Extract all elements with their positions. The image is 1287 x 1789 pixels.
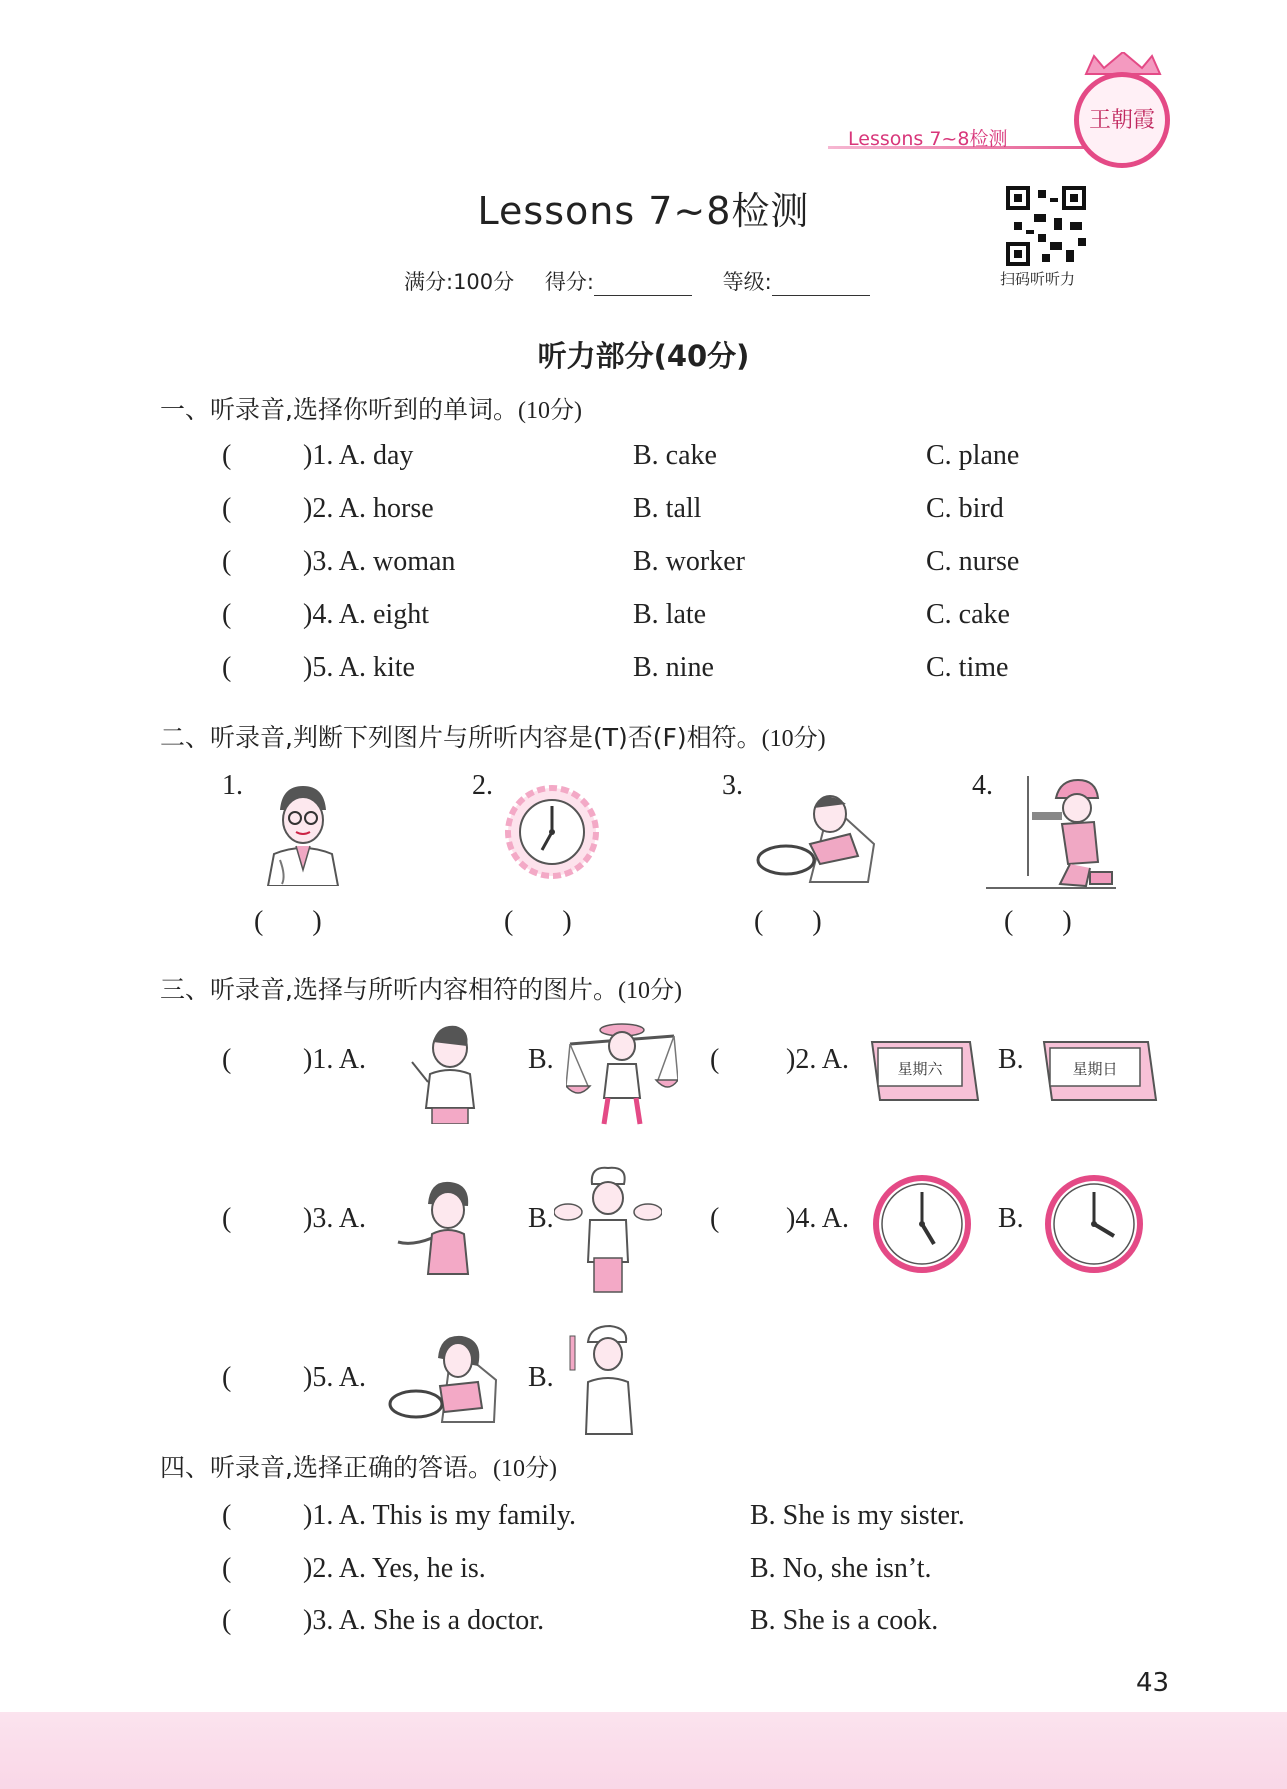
option-b: B. No, she isn’t. xyxy=(750,1553,932,1584)
score-line xyxy=(404,266,894,296)
option-a: )1. A. day xyxy=(303,440,414,471)
page-title: Lessons 7~8检测 xyxy=(477,189,810,233)
option-label: )5. A. xyxy=(303,1362,366,1393)
option-c: C. nurse xyxy=(926,546,1020,577)
part2-title xyxy=(160,718,826,754)
option-b: B. late xyxy=(633,599,707,630)
answer-paren[interactable]: ( xyxy=(222,493,232,524)
part3-title-text: 三、听录音,选择与所听内容相符的图片。 xyxy=(160,975,618,1004)
driver-image xyxy=(750,784,880,884)
option-label: )1. A. xyxy=(303,1044,366,1075)
part1-title-text: 一、听录音,选择你听到的单词。 xyxy=(160,395,518,424)
answer-paren[interactable]: ( ) xyxy=(754,906,822,937)
worker-image xyxy=(986,776,1116,892)
option-a: )2. A. Yes, he is. xyxy=(303,1553,486,1584)
answer-paren[interactable]: ( xyxy=(222,440,232,471)
calendar-a-text: 星期六 xyxy=(897,1060,943,1078)
option-a: )3. A. woman xyxy=(303,546,456,577)
option-b: B. tall xyxy=(633,493,702,524)
option-a: )1. A. This is my family. xyxy=(303,1500,576,1531)
option-label: B. xyxy=(998,1044,1024,1075)
option-b: B. She is a cook. xyxy=(750,1605,939,1636)
answer-paren[interactable]: ( ) xyxy=(254,906,322,937)
item-number: 3. xyxy=(722,770,743,801)
answer-paren[interactable]: ( xyxy=(222,1044,232,1075)
clock-four-image xyxy=(1044,1174,1144,1274)
part4-points: (10分) xyxy=(492,1456,557,1482)
calendar-saturday-image xyxy=(868,1036,980,1106)
qr-caption: 扫码听听力 xyxy=(1000,270,1076,288)
cook-image xyxy=(554,1164,662,1296)
option-a: )3. A. She is a doctor. xyxy=(303,1605,545,1636)
answer-paren[interactable]: ( xyxy=(710,1044,720,1075)
answer-paren[interactable]: ( xyxy=(222,599,232,630)
answer-paren[interactable]: ( xyxy=(222,1203,232,1234)
option-b: B. nine xyxy=(633,652,714,683)
option-b: B. worker xyxy=(633,546,745,577)
teacher-image xyxy=(404,1018,484,1124)
score-label: 得分: xyxy=(544,270,594,294)
list-item xyxy=(222,546,231,578)
option-label: B. xyxy=(998,1203,1024,1234)
footer-band xyxy=(0,1712,1287,1789)
page-number: 43 xyxy=(1136,1668,1170,1698)
part2-title-text: 二、听录音,判断下列图片与所听内容是(T)否(F)相符。 xyxy=(160,723,762,752)
answer-paren[interactable]: ( xyxy=(222,652,232,683)
option-a: )5. A. kite xyxy=(303,652,415,683)
option-c: C. plane xyxy=(926,440,1020,471)
list-item xyxy=(222,599,231,631)
header-tag: Lessons 7~8检测 xyxy=(848,128,1008,150)
full-score: 满分:100分 xyxy=(404,270,515,294)
item-number: 2. xyxy=(472,770,493,801)
nurse-image xyxy=(566,1322,642,1438)
part2-points: (10分) xyxy=(761,726,826,752)
calendar-sunday-image xyxy=(1040,1036,1160,1106)
answer-paren[interactable]: ( xyxy=(222,1605,232,1636)
option-label: )4. A. xyxy=(786,1203,849,1234)
clock-image xyxy=(504,784,600,880)
answer-paren[interactable]: ( ) xyxy=(1004,906,1072,937)
part3-points: (10分) xyxy=(617,978,682,1004)
option-a: )2. A. horse xyxy=(303,493,434,524)
answer-paren[interactable]: ( xyxy=(222,1362,232,1393)
option-c: C. bird xyxy=(926,493,1004,524)
list-item xyxy=(222,493,231,525)
option-c: C. cake xyxy=(926,599,1010,630)
option-label: B. xyxy=(528,1362,554,1393)
girl-image xyxy=(394,1176,486,1280)
option-label: )3. A. xyxy=(303,1203,366,1234)
answer-paren[interactable]: ( ) xyxy=(504,906,572,937)
item-number: 4. xyxy=(972,770,993,801)
part1-points: (10分) xyxy=(517,398,582,424)
brand-logo xyxy=(1074,72,1170,168)
option-c: C. time xyxy=(926,652,1009,683)
answer-paren[interactable]: ( xyxy=(222,1500,232,1531)
list-item xyxy=(222,652,231,684)
section-heading: 听力部分(40分) xyxy=(537,339,750,373)
option-b: B. She is my sister. xyxy=(750,1500,965,1531)
grade-label: 等级: xyxy=(722,270,772,294)
score-blank[interactable] xyxy=(594,275,692,296)
item-number: 1. xyxy=(222,770,243,801)
part4-title xyxy=(160,1448,557,1484)
answer-paren[interactable]: ( xyxy=(222,1553,232,1584)
clock-five-image xyxy=(872,1174,972,1274)
answer-paren[interactable]: ( xyxy=(222,546,232,577)
qr-code-icon[interactable] xyxy=(1006,186,1086,266)
option-label: )2. A. xyxy=(786,1044,849,1075)
list-item xyxy=(222,440,231,472)
option-b: B. cake xyxy=(633,440,717,471)
option-label: B. xyxy=(528,1044,554,1075)
answer-paren[interactable]: ( xyxy=(710,1203,720,1234)
farmer-image xyxy=(566,1016,678,1126)
grade-blank[interactable] xyxy=(772,275,870,296)
option-a: )4. A. eight xyxy=(303,599,429,630)
part4-title-text: 四、听录音,选择正确的答语。 xyxy=(160,1453,493,1482)
brand-logo-text: 王朝霞 xyxy=(1088,108,1155,133)
part1-title xyxy=(160,390,582,426)
doctor-image xyxy=(258,780,348,886)
woman-driver-image xyxy=(386,1330,502,1430)
calendar-b-text: 星期日 xyxy=(1072,1060,1118,1078)
option-label: B. xyxy=(528,1203,554,1234)
part3-title xyxy=(160,970,682,1006)
